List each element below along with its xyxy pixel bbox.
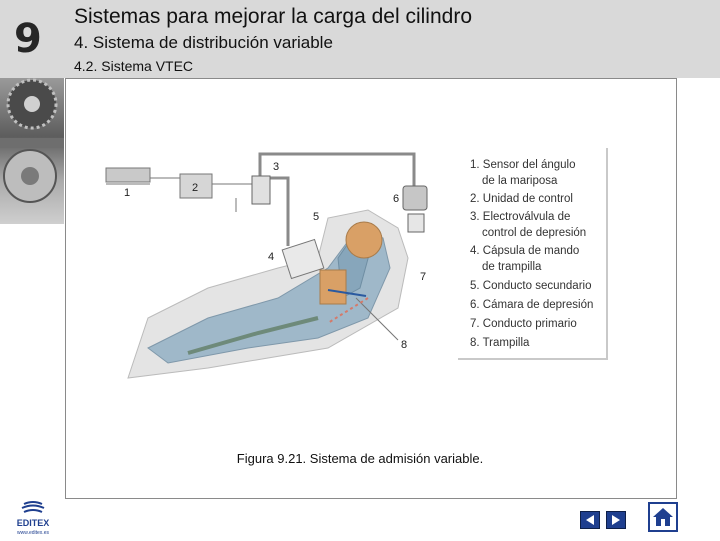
- solenoid-valve: [252, 176, 270, 204]
- logo-url: www.editex.es: [17, 530, 49, 536]
- prev-button[interactable]: [580, 511, 600, 529]
- figure-caption: Figura 9.21. Sistema de admisión variable.: [236, 451, 484, 466]
- chapter-number: 9: [14, 16, 42, 62]
- legend-item: 6. Cámara de depresión: [470, 299, 594, 311]
- legend-item: de trampilla: [482, 261, 542, 273]
- vacuum-tube-top: [260, 154, 414, 186]
- callout-2: 2: [192, 182, 199, 194]
- callout-4: 4: [268, 251, 275, 263]
- editex-logo: [8, 500, 58, 536]
- flap-housing: [320, 270, 346, 304]
- callout-1: 1: [124, 187, 131, 199]
- callout-6: 6: [393, 193, 400, 205]
- next-button[interactable]: [606, 511, 626, 529]
- subsection-title: 4.2. Sistema VTEC: [74, 58, 194, 74]
- triangle-left-icon: [581, 512, 599, 528]
- legend-item: de la mariposa: [482, 175, 558, 187]
- legend-item: 7. Conducto primario: [470, 318, 577, 330]
- legend-item: 2. Unidad de control: [470, 193, 573, 205]
- home-icon: [650, 504, 676, 530]
- logo-text: EDITEX: [16, 518, 50, 528]
- sensor-box: [106, 168, 150, 182]
- legend-item: 3. Electroválvula de: [470, 211, 571, 223]
- page-title: Sistemas para mejorar la carga del cilindro: [74, 5, 473, 28]
- section-subtitle: 4. Sistema de distribución variable: [74, 33, 333, 52]
- side-photo: [0, 78, 64, 224]
- home-button[interactable]: [648, 502, 678, 532]
- intake-valve: [346, 222, 382, 258]
- callout-3: 3: [273, 161, 280, 173]
- legend-item: control de depresión: [482, 227, 587, 239]
- legend-item: 4. Cápsula de mando: [470, 245, 580, 257]
- vacuum-chamber: [403, 186, 427, 210]
- callout-7: 7: [420, 271, 427, 283]
- check-valve: [408, 214, 424, 232]
- callout-8: 8: [401, 339, 408, 351]
- legend-item: 5. Conducto secundario: [470, 280, 592, 292]
- figure-legend: [458, 148, 608, 360]
- legend-item: 1. Sensor del ángulo: [470, 159, 576, 171]
- vtec-diagram: [124, 148, 458, 388]
- triangle-right-icon: [607, 512, 625, 528]
- legend-item: 8. Trampilla: [470, 337, 530, 349]
- callout-5: 5: [313, 211, 320, 223]
